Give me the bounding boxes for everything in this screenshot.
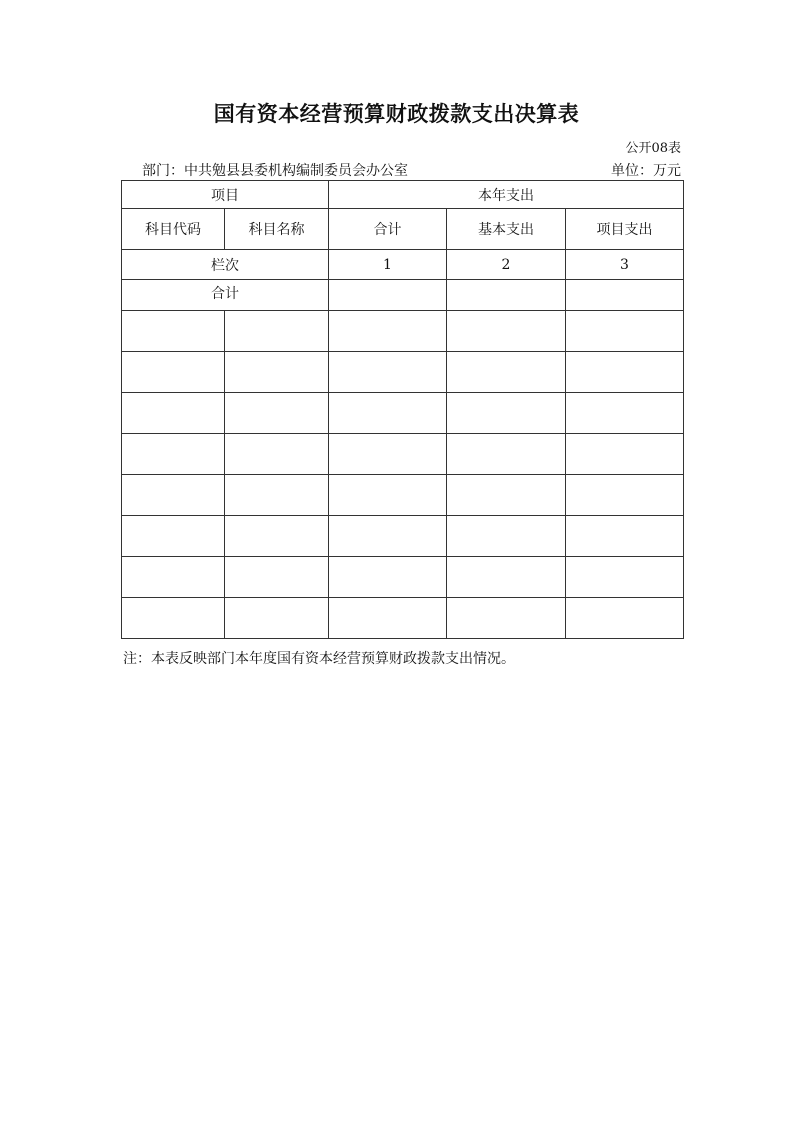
cell-name [225,598,329,639]
cell-basic [447,516,566,557]
header-basic: 基本支出 [447,209,566,250]
cell-name [225,434,329,475]
cell-basic [447,393,566,434]
cell-total [329,598,447,639]
table-row [122,434,684,475]
cell-project [566,393,684,434]
form-number: 公开08表 [625,141,681,156]
cell-project [566,598,684,639]
header-current-year: 本年支出 [329,181,684,209]
cell-total [329,475,447,516]
total-row [122,280,684,311]
header-row-2 [122,209,684,250]
total-row-label: 合计 [122,280,329,311]
total-row-project [566,280,684,311]
column-index-1: 1 [329,250,447,280]
header-project: 项目 [122,181,329,209]
cell-code [122,434,225,475]
cell-code [122,475,225,516]
cell-code [122,311,225,352]
header-code: 科目代码 [122,209,225,250]
cell-project [566,352,684,393]
cell-code [122,516,225,557]
cell-name [225,557,329,598]
cell-basic [447,557,566,598]
document-title: 国有资本经营预算财政拨款支出决算表 [213,101,580,126]
cell-total [329,434,447,475]
expenditure-table [121,180,684,639]
cell-total [329,393,447,434]
table-row [122,311,684,352]
table-row [122,475,684,516]
header-row-1 [122,181,684,209]
cell-basic [447,434,566,475]
cell-total [329,311,447,352]
column-index-label: 栏次 [122,250,329,280]
total-row-sum [329,280,447,311]
footnote: 注：本表反映部门本年度国有资本经营预算财政拨款支出情况。 [123,651,515,667]
cell-code [122,352,225,393]
unit-label: 单位：万元 [611,163,681,179]
table-row [122,557,684,598]
cell-code [122,598,225,639]
cell-total [329,352,447,393]
cell-basic [447,352,566,393]
cell-code [122,393,225,434]
total-row-basic [447,280,566,311]
cell-project [566,434,684,475]
header-name: 科目名称 [225,209,329,250]
column-index-row [122,250,684,280]
cell-code [122,557,225,598]
table-row [122,393,684,434]
cell-project [566,557,684,598]
cell-basic [447,475,566,516]
table-row [122,598,684,639]
cell-name [225,352,329,393]
cell-name [225,516,329,557]
cell-basic [447,311,566,352]
cell-total [329,557,447,598]
column-index-2: 2 [447,250,566,280]
table-row [122,516,684,557]
cell-basic [447,598,566,639]
cell-total [329,516,447,557]
cell-project [566,311,684,352]
cell-project [566,516,684,557]
table-row [122,352,684,393]
cell-name [225,393,329,434]
cell-project [566,475,684,516]
cell-name [225,475,329,516]
department-label: 部门：中共勉县县委机构编制委员会办公室 [142,163,408,179]
cell-name [225,311,329,352]
header-total: 合计 [329,209,447,250]
column-index-3: 3 [566,250,684,280]
header-project-expense: 项目支出 [566,209,684,250]
